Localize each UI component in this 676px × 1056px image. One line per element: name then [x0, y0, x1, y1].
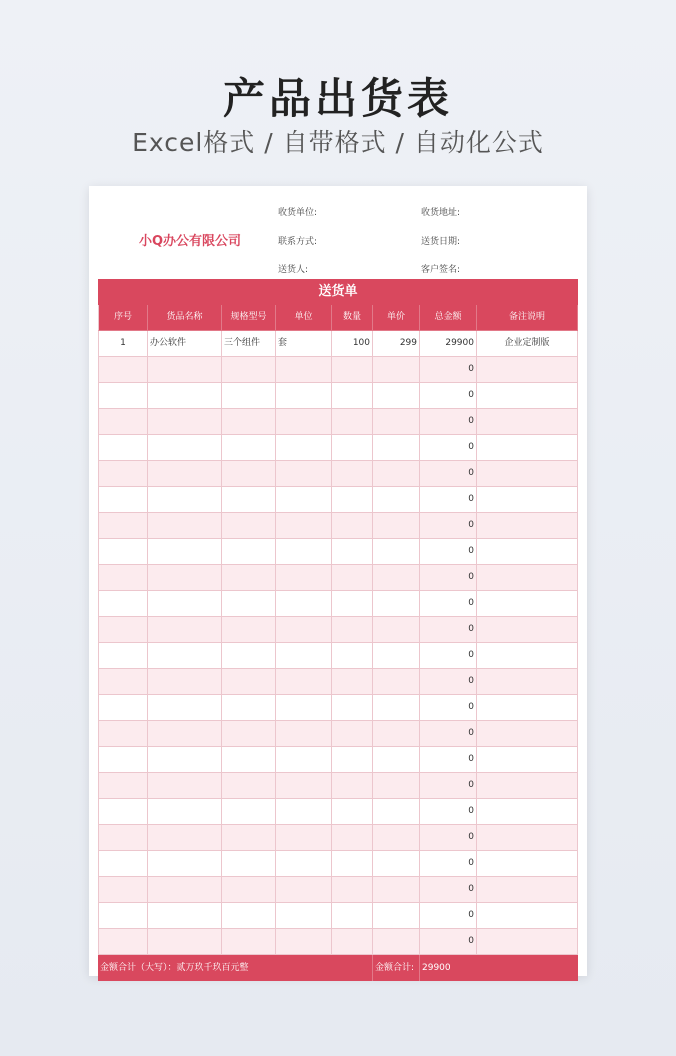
total-uppercase-label: 金额合计（大写）：贰万玖千玖百元整: [98, 955, 373, 981]
table-cell[interactable]: 0: [420, 591, 477, 617]
table-cell[interactable]: [148, 773, 222, 799]
table-cell[interactable]: [373, 903, 420, 929]
delivery-sheet: [89, 186, 587, 976]
table-cell[interactable]: [222, 773, 276, 799]
table-cell[interactable]: [373, 877, 420, 903]
table-cell[interactable]: [477, 825, 578, 851]
column-header: 数量: [332, 305, 373, 331]
table-cell[interactable]: [477, 565, 578, 591]
table-cell[interactable]: [477, 487, 578, 513]
table-cell[interactable]: 0: [420, 721, 477, 747]
table-cell[interactable]: [373, 825, 420, 851]
table-cell[interactable]: 1: [98, 331, 148, 357]
table-cell[interactable]: [373, 617, 420, 643]
table-cell[interactable]: [276, 643, 332, 669]
table-cell[interactable]: [222, 617, 276, 643]
delivery-table: [98, 279, 578, 981]
column-header: 序号: [98, 305, 148, 331]
table-footer: [98, 955, 578, 981]
table-cell[interactable]: [373, 513, 420, 539]
table-cell[interactable]: [332, 851, 373, 877]
table-cell[interactable]: [222, 409, 276, 435]
table-row: [98, 695, 578, 721]
table-cell[interactable]: [477, 747, 578, 773]
table-cell[interactable]: [148, 383, 222, 409]
table-cell[interactable]: [148, 695, 222, 721]
table-row: [98, 591, 578, 617]
table-cell[interactable]: 0: [420, 357, 477, 383]
table-cell[interactable]: [222, 669, 276, 695]
table-cell[interactable]: 0: [420, 825, 477, 851]
total-value: 29900: [422, 963, 451, 973]
table-cell[interactable]: 0: [420, 929, 477, 955]
table-cell[interactable]: [477, 513, 578, 539]
table-cell[interactable]: 企业定制版: [477, 331, 578, 357]
table-cell[interactable]: [148, 929, 222, 955]
contact-label: 联系方式:: [278, 237, 318, 247]
table-cell[interactable]: [276, 565, 332, 591]
table-cell[interactable]: [276, 539, 332, 565]
table-row: [98, 461, 578, 487]
table-cell[interactable]: 0: [420, 383, 477, 409]
table-cell[interactable]: 0: [420, 435, 477, 461]
total-label: 金额合计:: [373, 955, 420, 981]
table-cell[interactable]: [98, 435, 148, 461]
table-cell[interactable]: [222, 357, 276, 383]
table-cell[interactable]: [148, 591, 222, 617]
table-cell[interactable]: [222, 877, 276, 903]
table-cell[interactable]: [332, 435, 373, 461]
table-cell[interactable]: [148, 513, 222, 539]
table-cell[interactable]: [332, 461, 373, 487]
table-cell[interactable]: [148, 851, 222, 877]
table-cell[interactable]: [222, 799, 276, 825]
table-cell[interactable]: [373, 799, 420, 825]
table-cell[interactable]: [98, 565, 148, 591]
table-cell[interactable]: [98, 383, 148, 409]
table-cell[interactable]: 299: [373, 331, 420, 357]
table-cell[interactable]: [222, 539, 276, 565]
table-header-row: [98, 305, 578, 331]
table-cell[interactable]: [332, 591, 373, 617]
table-cell[interactable]: [373, 695, 420, 721]
table-cell[interactable]: [98, 409, 148, 435]
table-cell[interactable]: [373, 721, 420, 747]
table-cell[interactable]: [276, 825, 332, 851]
table-cell[interactable]: 办公软件: [148, 331, 222, 357]
table-cell[interactable]: [222, 435, 276, 461]
table-cell[interactable]: [373, 487, 420, 513]
table-cell[interactable]: [276, 409, 332, 435]
page-title: 产品出货表: [222, 74, 453, 123]
table-row: [98, 357, 578, 383]
table-cell[interactable]: [477, 799, 578, 825]
table-cell[interactable]: [98, 851, 148, 877]
table-cell[interactable]: [276, 669, 332, 695]
table-cell[interactable]: [98, 825, 148, 851]
table-cell[interactable]: [477, 695, 578, 721]
table-cell[interactable]: [222, 591, 276, 617]
table-cell[interactable]: [332, 799, 373, 825]
table-cell[interactable]: [98, 487, 148, 513]
table-cell[interactable]: [332, 825, 373, 851]
table-cell[interactable]: [332, 643, 373, 669]
table-cell[interactable]: [276, 747, 332, 773]
column-header: 备注说明: [477, 305, 578, 331]
table-cell[interactable]: [98, 747, 148, 773]
table-cell[interactable]: [477, 851, 578, 877]
receiver-unit-label: 收货单位:: [278, 208, 318, 218]
table-cell[interactable]: [98, 773, 148, 799]
table-cell[interactable]: [373, 565, 420, 591]
table-cell[interactable]: [276, 487, 332, 513]
table-cell[interactable]: [222, 513, 276, 539]
table-cell[interactable]: [332, 383, 373, 409]
table-cell[interactable]: [373, 461, 420, 487]
table-row: [98, 903, 578, 929]
table-cell[interactable]: 0: [420, 643, 477, 669]
table-cell[interactable]: 套: [276, 331, 332, 357]
table-cell[interactable]: [332, 669, 373, 695]
table-cell[interactable]: [477, 617, 578, 643]
table-cell[interactable]: [332, 695, 373, 721]
table-cell[interactable]: 0: [420, 487, 477, 513]
table-cell[interactable]: [332, 409, 373, 435]
table-cell[interactable]: 100: [332, 331, 373, 357]
table-cell[interactable]: [477, 461, 578, 487]
table-cell[interactable]: [276, 903, 332, 929]
table-cell[interactable]: [276, 383, 332, 409]
table-cell[interactable]: [98, 591, 148, 617]
table-cell[interactable]: [276, 617, 332, 643]
column-header: 总金额: [420, 305, 477, 331]
table-row: [98, 643, 578, 669]
table-cell[interactable]: [332, 877, 373, 903]
table-cell[interactable]: [373, 435, 420, 461]
table-cell[interactable]: [222, 851, 276, 877]
table-cell[interactable]: [477, 773, 578, 799]
table-cell[interactable]: [373, 929, 420, 955]
table-cell[interactable]: [477, 357, 578, 383]
column-header: 单价: [373, 305, 420, 331]
table-cell[interactable]: [373, 643, 420, 669]
table-cell[interactable]: [98, 695, 148, 721]
table-cell[interactable]: [373, 539, 420, 565]
table-row: [98, 877, 578, 903]
table-cell[interactable]: [222, 721, 276, 747]
column-header: 规格型号: [222, 305, 276, 331]
table-cell[interactable]: [98, 357, 148, 383]
table-cell[interactable]: 0: [420, 747, 477, 773]
table-cell[interactable]: [477, 929, 578, 955]
table-cell[interactable]: [276, 357, 332, 383]
table-row: [98, 487, 578, 513]
table-cell[interactable]: [477, 669, 578, 695]
table-cell[interactable]: 0: [420, 539, 477, 565]
table-cell[interactable]: [332, 357, 373, 383]
table-cell[interactable]: [373, 773, 420, 799]
receiver-address-label: 收货地址:: [421, 208, 461, 218]
table-cell[interactable]: [222, 825, 276, 851]
delivery-date-label: 送货日期:: [421, 237, 461, 247]
table-cell[interactable]: [98, 799, 148, 825]
table-row: [98, 669, 578, 695]
table-cell[interactable]: [148, 539, 222, 565]
table-cell[interactable]: [477, 591, 578, 617]
table-row: [98, 825, 578, 851]
table-cell[interactable]: 0: [420, 513, 477, 539]
table-cell[interactable]: [332, 617, 373, 643]
table-cell[interactable]: 29900: [420, 331, 477, 357]
table-cell[interactable]: [332, 487, 373, 513]
table-cell[interactable]: 0: [420, 903, 477, 929]
table-cell[interactable]: [332, 773, 373, 799]
table-cell[interactable]: [373, 383, 420, 409]
table-cell[interactable]: 0: [420, 669, 477, 695]
table-cell[interactable]: [332, 929, 373, 955]
table-row: [98, 721, 578, 747]
table-cell[interactable]: [148, 825, 222, 851]
table-cell[interactable]: [276, 435, 332, 461]
table-cell[interactable]: 0: [420, 773, 477, 799]
table-row: [98, 383, 578, 409]
table-cell[interactable]: [477, 409, 578, 435]
table-cell[interactable]: [222, 565, 276, 591]
table-cell[interactable]: [276, 851, 332, 877]
table-cell[interactable]: [98, 721, 148, 747]
table-cell[interactable]: [98, 877, 148, 903]
table-cell[interactable]: [222, 747, 276, 773]
table-cell[interactable]: [373, 851, 420, 877]
table-cell[interactable]: 0: [420, 461, 477, 487]
table-cell[interactable]: [98, 617, 148, 643]
table-row: [98, 929, 578, 955]
table-cell[interactable]: [148, 643, 222, 669]
table-cell[interactable]: [148, 669, 222, 695]
table-cell[interactable]: [276, 773, 332, 799]
table-row: [98, 331, 578, 357]
table-cell[interactable]: 0: [420, 565, 477, 591]
table-row: [98, 851, 578, 877]
table-cell[interactable]: [148, 565, 222, 591]
table-cell[interactable]: [477, 903, 578, 929]
table-cell[interactable]: [98, 539, 148, 565]
table-cell[interactable]: [276, 513, 332, 539]
deliverer-label: 送货人:: [278, 265, 309, 275]
table-cell[interactable]: [222, 487, 276, 513]
table-cell[interactable]: 0: [420, 409, 477, 435]
table-row: [98, 565, 578, 591]
table-cell[interactable]: [332, 539, 373, 565]
table-cell[interactable]: [477, 643, 578, 669]
table-cell[interactable]: [373, 357, 420, 383]
table-row: [98, 773, 578, 799]
table-cell[interactable]: [332, 747, 373, 773]
table-cell[interactable]: [276, 721, 332, 747]
table-cell[interactable]: [148, 357, 222, 383]
table-cell[interactable]: [276, 799, 332, 825]
table-row: [98, 409, 578, 435]
table-row: [98, 617, 578, 643]
table-cell[interactable]: [477, 383, 578, 409]
table-cell[interactable]: [222, 903, 276, 929]
table-cell[interactable]: [477, 877, 578, 903]
table-cell[interactable]: [373, 669, 420, 695]
table-cell[interactable]: [276, 929, 332, 955]
table-cell[interactable]: [148, 721, 222, 747]
table-cell[interactable]: [148, 617, 222, 643]
table-cell[interactable]: [332, 903, 373, 929]
customer-sign-label: 客户签名:: [421, 265, 461, 275]
table-cell[interactable]: [222, 461, 276, 487]
table-cell[interactable]: 0: [420, 617, 477, 643]
table-cell[interactable]: [477, 539, 578, 565]
table-cell[interactable]: 0: [420, 851, 477, 877]
column-header: 货品名称: [148, 305, 222, 331]
table-cell[interactable]: 三个组件: [222, 331, 276, 357]
table-cell[interactable]: 0: [420, 877, 477, 903]
table-cell[interactable]: [332, 565, 373, 591]
table-cell[interactable]: [148, 747, 222, 773]
column-header: 单位: [276, 305, 332, 331]
table-cell[interactable]: [222, 695, 276, 721]
table-cell[interactable]: [373, 747, 420, 773]
page-subtitle: Excel格式 / 自带格式 / 自动化公式: [132, 128, 544, 157]
table-cell[interactable]: [148, 799, 222, 825]
table-cell[interactable]: 0: [420, 695, 477, 721]
table-cell[interactable]: [222, 929, 276, 955]
table-cell[interactable]: [148, 435, 222, 461]
table-cell[interactable]: [148, 409, 222, 435]
table-cell[interactable]: [222, 383, 276, 409]
table-cell[interactable]: [276, 591, 332, 617]
table-row: [98, 539, 578, 565]
table-row: [98, 513, 578, 539]
table-cell[interactable]: [276, 695, 332, 721]
table-row: [98, 435, 578, 461]
table-cell[interactable]: [332, 721, 373, 747]
table-cell[interactable]: [98, 513, 148, 539]
table-cell[interactable]: [98, 669, 148, 695]
table-cell[interactable]: 0: [420, 799, 477, 825]
table-cell[interactable]: [373, 591, 420, 617]
table-row: [98, 799, 578, 825]
table-cell[interactable]: [276, 877, 332, 903]
table-cell[interactable]: [98, 929, 148, 955]
table-cell[interactable]: [98, 461, 148, 487]
table-cell[interactable]: [98, 643, 148, 669]
table-cell[interactable]: [477, 721, 578, 747]
table-cell[interactable]: [148, 877, 222, 903]
table-cell[interactable]: [477, 435, 578, 461]
table-cell[interactable]: [148, 903, 222, 929]
table-body: [98, 331, 578, 955]
table-cell[interactable]: [276, 461, 332, 487]
table-cell[interactable]: [98, 903, 148, 929]
table-cell[interactable]: [148, 461, 222, 487]
table-banner: 送货单: [98, 279, 578, 305]
company-name: 小Q办公有限公司: [139, 234, 242, 249]
table-cell[interactable]: [222, 643, 276, 669]
table-row: [98, 747, 578, 773]
table-cell[interactable]: [373, 409, 420, 435]
table-cell[interactable]: [332, 513, 373, 539]
table-cell[interactable]: [148, 487, 222, 513]
